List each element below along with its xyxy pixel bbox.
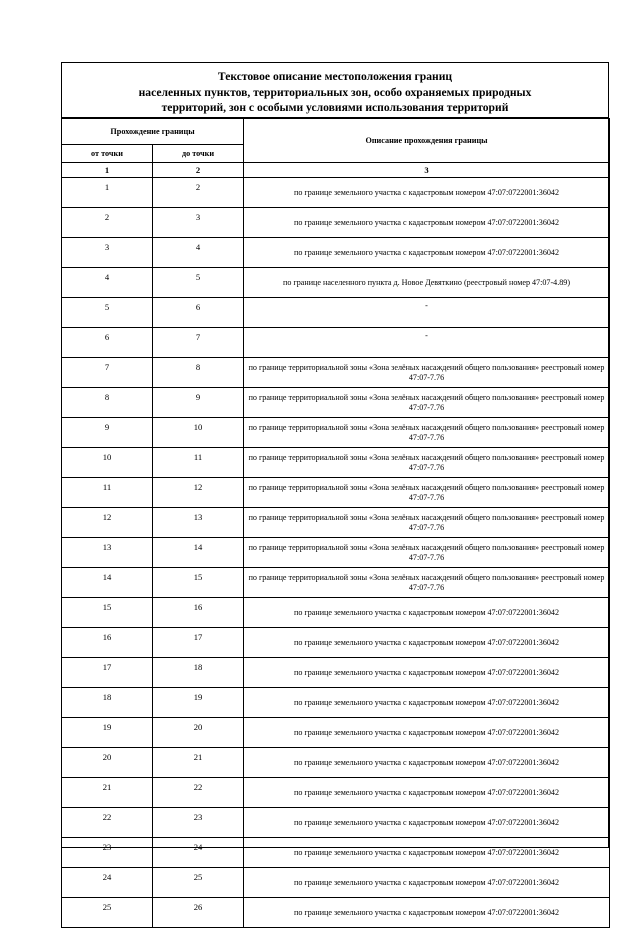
to-point-cell: 7 — [153, 328, 244, 358]
table-row — [62, 328, 610, 358]
table-row — [62, 808, 610, 838]
table-row — [62, 448, 610, 478]
to-point-cell: 16 — [153, 598, 244, 628]
table-row — [62, 178, 610, 208]
description-cell: по границе земельного участка с кадастровым номером 47:07:0722001:36042 — [244, 838, 610, 868]
document-frame — [61, 62, 609, 848]
table-row — [62, 358, 610, 388]
to-point-cell: 26 — [153, 898, 244, 928]
description-cell: по границе земельного участка с кадастровым номером 47:07:0722001:36042 — [244, 898, 610, 928]
table-row — [62, 298, 610, 328]
description-cell: по границе территориальной зоны «Зона зелёных насаждений общего пользования» реестровый номер 47:07-7.76 — [244, 448, 610, 478]
description-cell: по границе территориальной зоны «Зона зелёных насаждений общего пользования» реестровый номер 47:07-7.76 — [244, 568, 610, 598]
table-row — [62, 478, 610, 508]
table-row — [62, 598, 610, 628]
title-line-3: территорий, зон с особыми условиями использования территорий — [62, 100, 608, 116]
to-point-cell: 19 — [153, 688, 244, 718]
description-cell: по границе земельного участка с кадастровым номером 47:07:0722001:36042 — [244, 808, 610, 838]
column-number-3: 3 — [244, 163, 610, 178]
description-cell: по границе территориальной зоны «Зона зелёных насаждений общего пользования» реестровый номер 47:07-7.76 — [244, 418, 610, 448]
to-point-cell: 5 — [153, 268, 244, 298]
title-line-1: Текстовое описание местоположения границ — [62, 69, 608, 85]
table-row — [62, 658, 610, 688]
to-point-cell: 24 — [153, 838, 244, 868]
description-cell: по границе земельного участка с кадастровым номером 47:07:0722001:36042 — [244, 868, 610, 898]
table-row — [62, 208, 610, 238]
table-row — [62, 868, 610, 898]
from-point-cell: 14 — [62, 568, 153, 598]
from-point-header: от точки — [62, 145, 153, 163]
description-cell: по границе земельного участка с кадастровым номером 47:07:0722001:36042 — [244, 718, 610, 748]
description-cell: по границе земельного участка с кадастровым номером 47:07:0722001:36042 — [244, 778, 610, 808]
to-point-cell: 2 — [153, 178, 244, 208]
from-point-cell: 11 — [62, 478, 153, 508]
to-point-cell: 6 — [153, 298, 244, 328]
table-row — [62, 388, 610, 418]
description-cell: по границе территориальной зоны «Зона зелёных насаждений общего пользования» реестровый номер 47:07-7.76 — [244, 388, 610, 418]
from-point-cell: 18 — [62, 688, 153, 718]
empty-footer-row — [62, 928, 610, 950]
from-point-cell: 12 — [62, 508, 153, 538]
description-cell: - — [244, 298, 610, 328]
to-point-cell: 3 — [153, 208, 244, 238]
description-cell: по границе земельного участка с кадастровым номером 47:07:0722001:36042 — [244, 748, 610, 778]
to-point-cell: 4 — [153, 238, 244, 268]
from-point-cell: 9 — [62, 418, 153, 448]
to-point-cell: 22 — [153, 778, 244, 808]
to-point-cell: 17 — [153, 628, 244, 658]
to-point-cell: 13 — [153, 508, 244, 538]
description-cell: - — [244, 328, 610, 358]
from-point-cell: 23 — [62, 838, 153, 868]
from-point-cell: 1 — [62, 178, 153, 208]
from-point-cell: 24 — [62, 868, 153, 898]
from-point-cell: 22 — [62, 808, 153, 838]
description-header: Описание прохождения границы — [244, 119, 610, 163]
from-point-cell: 15 — [62, 598, 153, 628]
to-point-cell: 8 — [153, 358, 244, 388]
table-row — [62, 418, 610, 448]
table-row — [62, 898, 610, 928]
from-point-cell: 13 — [62, 538, 153, 568]
group-header-boundary-passage: Прохождение границы — [62, 119, 244, 145]
from-point-cell: 3 — [62, 238, 153, 268]
description-cell: по границе земельного участка с кадастровым номером 47:07:0722001:36042 — [244, 238, 610, 268]
from-point-cell: 4 — [62, 268, 153, 298]
description-cell: по границе территориальной зоны «Зона зелёных насаждений общего пользования» реестровый номер 47:07-7.76 — [244, 478, 610, 508]
description-cell: по границе земельного участка с кадастровым номером 47:07:0722001:36042 — [244, 658, 610, 688]
to-point-cell: 12 — [153, 478, 244, 508]
table-row — [62, 628, 610, 658]
description-cell: по границе земельного участка с кадастровым номером 47:07:0722001:36042 — [244, 598, 610, 628]
boundary-description-table — [61, 118, 610, 950]
from-point-cell: 2 — [62, 208, 153, 238]
from-point-cell: 17 — [62, 658, 153, 688]
to-point-cell: 11 — [153, 448, 244, 478]
from-point-cell: 8 — [62, 388, 153, 418]
to-point-cell: 18 — [153, 658, 244, 688]
table-row — [62, 568, 610, 598]
description-cell: по границе территориальной зоны «Зона зелёных насаждений общего пользования» реестровый номер 47:07-7.76 — [244, 508, 610, 538]
to-point-cell: 10 — [153, 418, 244, 448]
to-point-cell: 20 — [153, 718, 244, 748]
document-title — [62, 63, 608, 118]
description-cell: по границе земельного участка с кадастровым номером 47:07:0722001:36042 — [244, 628, 610, 658]
table-row — [62, 508, 610, 538]
empty-footer-cell — [62, 928, 610, 950]
from-point-cell: 6 — [62, 328, 153, 358]
from-point-cell: 21 — [62, 778, 153, 808]
table-row — [62, 718, 610, 748]
to-point-header: до точки — [153, 145, 244, 163]
table-row — [62, 538, 610, 568]
from-point-cell: 5 — [62, 298, 153, 328]
description-cell: по границе населенного пункта д. Новое Девяткино (реестровый номер 47:07-4.89) — [244, 268, 610, 298]
table-row — [62, 688, 610, 718]
to-point-cell: 15 — [153, 568, 244, 598]
description-cell: по границе земельного участка с кадастровым номером 47:07:0722001:36042 — [244, 208, 610, 238]
table-body — [62, 178, 610, 950]
to-point-cell: 9 — [153, 388, 244, 418]
to-point-cell: 21 — [153, 748, 244, 778]
description-cell: по границе земельного участка с кадастровым номером 47:07:0722001:36042 — [244, 688, 610, 718]
description-cell: по границе земельного участка с кадастровым номером 47:07:0722001:36042 — [244, 178, 610, 208]
from-point-cell: 25 — [62, 898, 153, 928]
table-row — [62, 268, 610, 298]
table-row — [62, 778, 610, 808]
table-row — [62, 838, 610, 868]
column-number-2: 2 — [153, 163, 244, 178]
column-number-1: 1 — [62, 163, 153, 178]
to-point-cell: 25 — [153, 868, 244, 898]
to-point-cell: 14 — [153, 538, 244, 568]
title-line-2: населенных пунктов, территориальных зон, особо охраняемых природных — [62, 85, 608, 101]
to-point-cell: 23 — [153, 808, 244, 838]
table-row — [62, 748, 610, 778]
from-point-cell: 10 — [62, 448, 153, 478]
from-point-cell: 7 — [62, 358, 153, 388]
table-row — [62, 238, 610, 268]
from-point-cell: 16 — [62, 628, 153, 658]
from-point-cell: 19 — [62, 718, 153, 748]
description-cell: по границе территориальной зоны «Зона зелёных насаждений общего пользования» реестровый номер 47:07-7.76 — [244, 358, 610, 388]
description-cell: по границе территориальной зоны «Зона зелёных насаждений общего пользования» реестровый номер 47:07-7.76 — [244, 538, 610, 568]
from-point-cell: 20 — [62, 748, 153, 778]
